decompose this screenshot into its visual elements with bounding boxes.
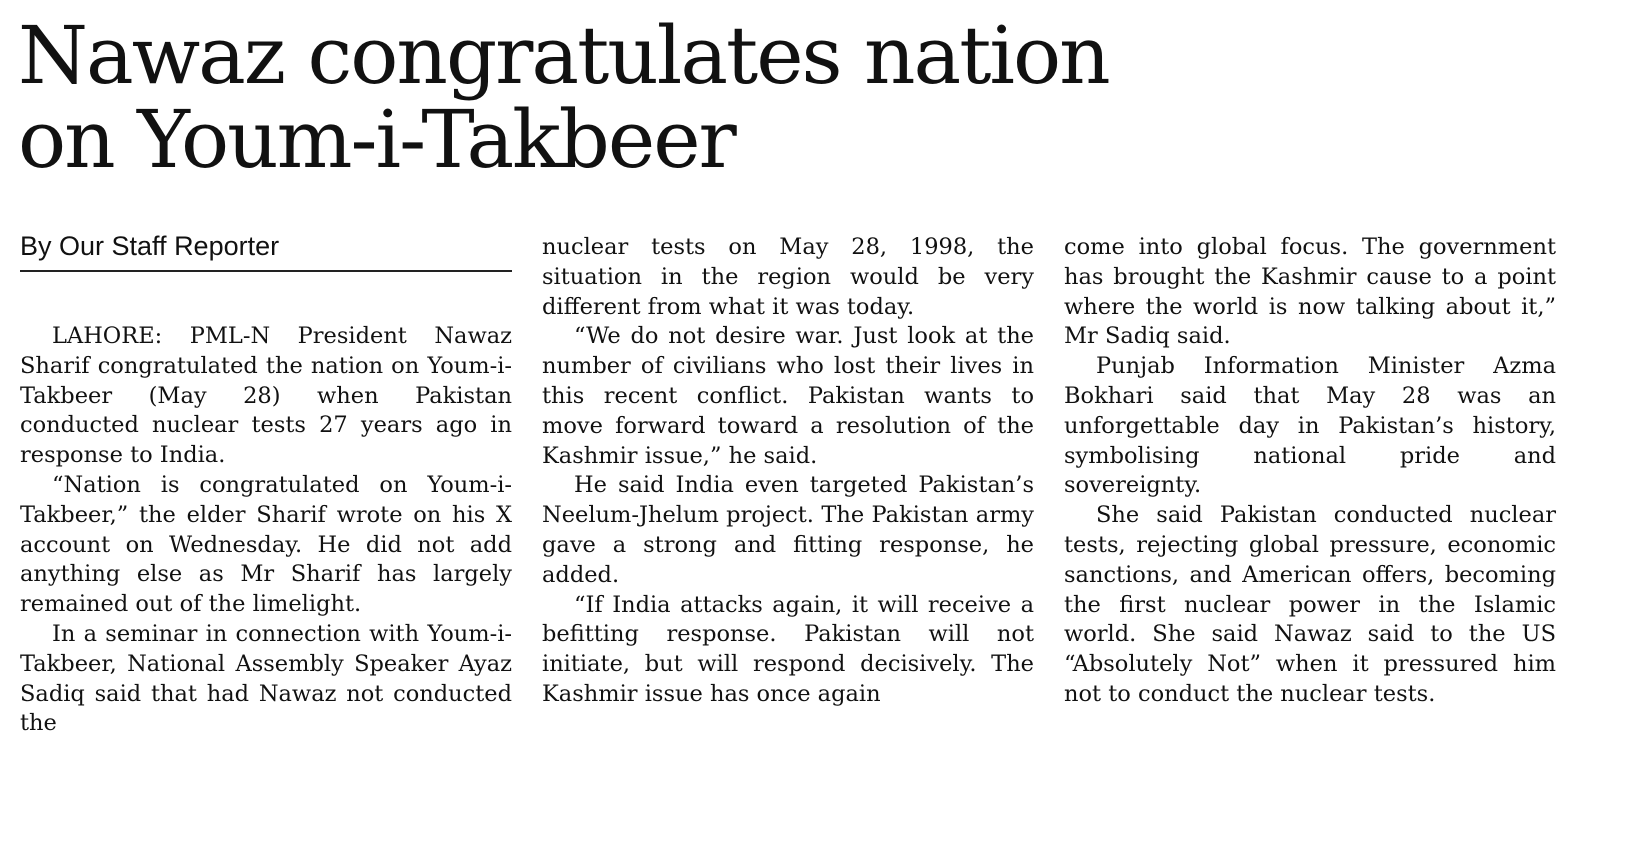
headline (18, 9, 1618, 186)
paragraph: She said Pakistan conducted nuclear tests, rejecting global pressure, economic sanctions, and American offers, becoming the first nuclear power in the Islamic world. She said Nawaz said to the US “Absolutely Not” when it pressured him not to conduct the nuclear tests. (1064, 502, 1556, 707)
paragraph: “Nation is congratulated on Youm-i-Takbeer,” the elder Sharif wrote on his X account on Wednesday. He did not add anything else as Mr Sharif has largely remained out of the limelight. (20, 471, 512, 618)
paragraph-continued: nuclear tests on May 28, 1998, the situation in the region would be very different from what it was today. (542, 234, 1034, 320)
paragraph: He said India even targeted Pakistan’s Neelum-Jhelum project. The Pakistan army gave a strong and fitting response, he added. (542, 472, 1034, 588)
headline-line-2: on Youm-i-Takbeer (18, 93, 735, 186)
paragraph: Punjab Information Minister Azma Bokhari said that May 28 was an unforgettable day in Pakistan’s history, symbolising national pride and sovereignty. (1064, 353, 1556, 499)
article-column-3 (1064, 233, 1556, 710)
article-column-1 (20, 322, 512, 739)
paragraph: “We do not desire war. Just look at the number of civilians who lost their lives in this recent conflict. Pakistan wants to move forward toward a resolution of the Kashmir issue,” he said. (542, 323, 1034, 469)
paragraph: “If India attacks again, it will receive a befitting response. Pakistan will not initiate, but will respond decisively. The Kashmir issue has once again (542, 591, 1034, 707)
paragraph: LAHORE: PML-N President Nawaz Sharif congratulated the nation on Youm-i-Takbeer (May 28) when Pakistan conducted nuclear tests 27 years ago in response to India. (20, 323, 512, 469)
paragraph-continued: come into global focus. The government has brought the Kashmir cause to a point where the world is now talking about it,” Mr Sadiq said. (1064, 234, 1556, 350)
paragraph: In a seminar in connection with Youm-i-Takbeer, National Assembly Speaker Ayaz Sadiq said that had Nawaz not conducted the (20, 620, 512, 737)
byline: By Our Staff Reporter (20, 228, 512, 272)
headline-line-1: Nawaz congratulates nation (18, 9, 1109, 102)
article-column-2 (542, 233, 1034, 710)
